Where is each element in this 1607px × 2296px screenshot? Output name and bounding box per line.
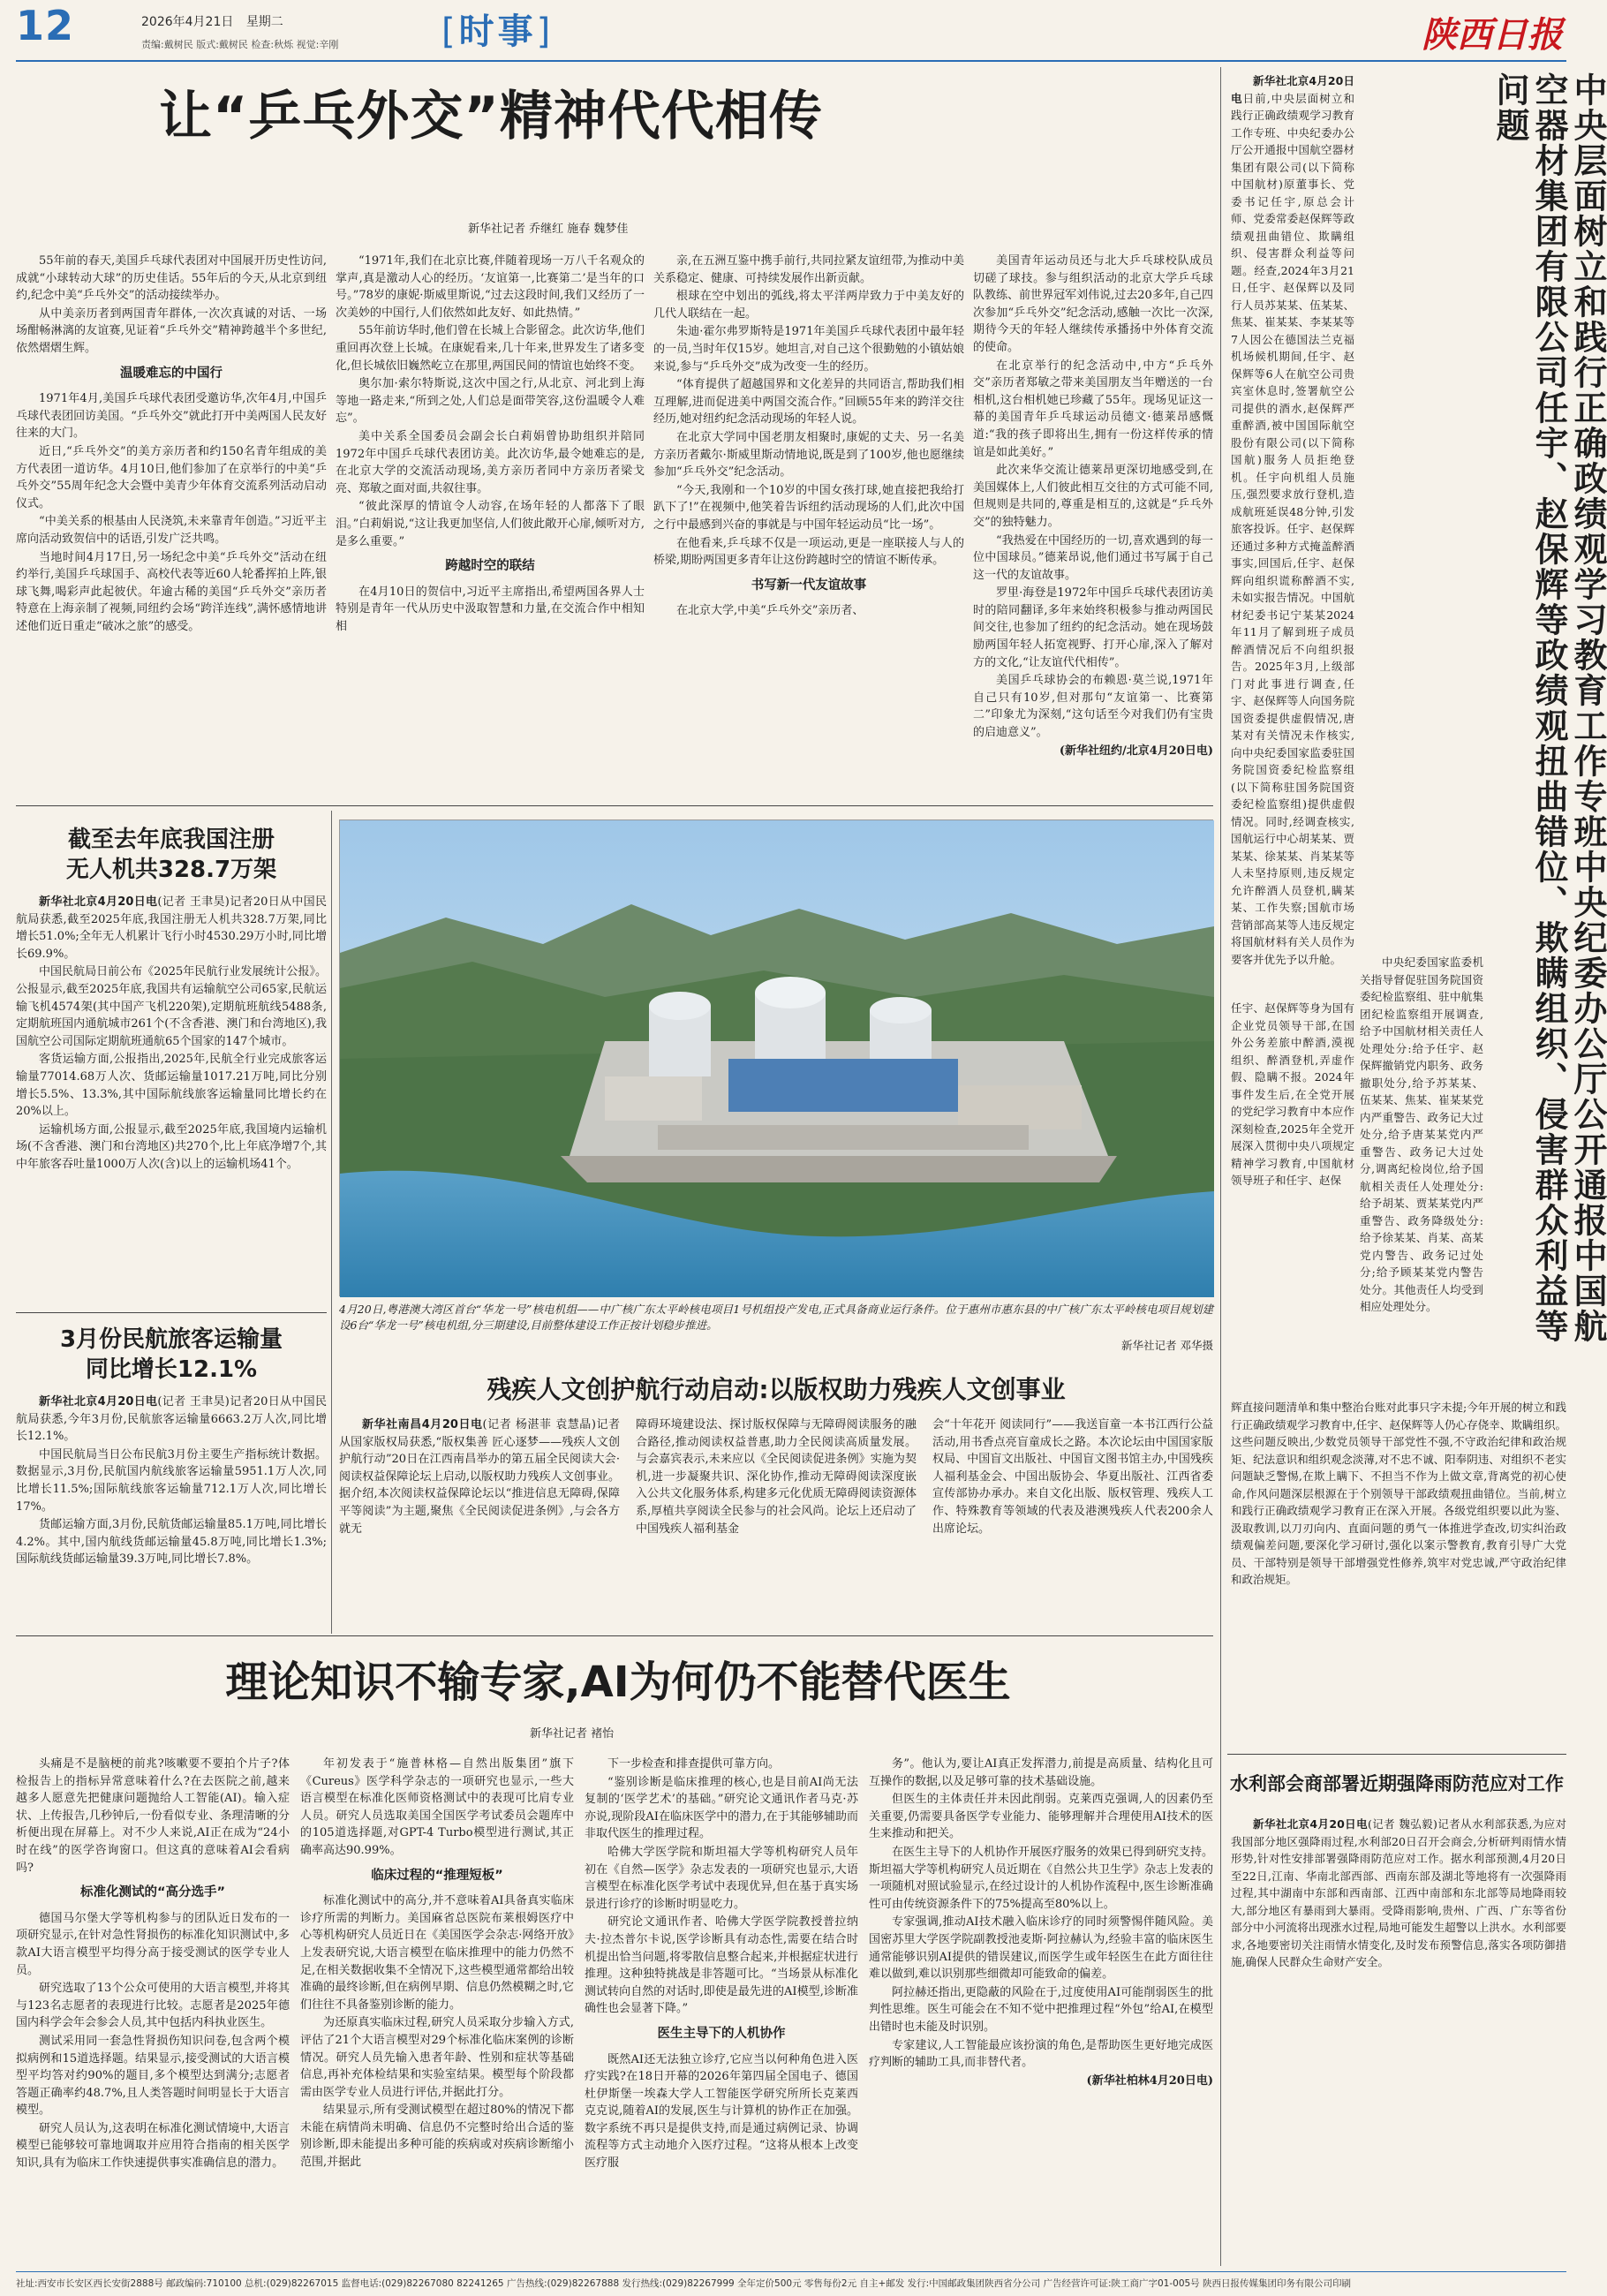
- ai-headline: 理论知识不输专家,AI为何仍不能替代医生: [225, 1658, 1011, 1707]
- march-lead: (记者 王聿昊)记者20日从中国民航局获悉,今年3月份,民航旅客运输量6663.2万人次,同比增长12.1%。: [16, 1395, 327, 1444]
- disabled-dateline: 新华社南昌4月20日电: [362, 1418, 483, 1431]
- ai-paragraph: 既然AI还无法独立诊疗,它应当以何种角色进入医疗实践?在18日开幕的2026年第四届全国电子、德国杜伊斯堡一埃森大学人工智能医学研究所所长克莱西克克说,随着AI的发展,医生与计算机的协作正在加强。数字系统不再只是提供支持,而是通过病例记录、协调流程等方式主动地介入医疗过程。“这将从根本上改变医疗服: [585, 2052, 858, 2171]
- ai-paragraph: 德国马尔堡大学等机构参与的团队近日发布的一项研究显示,在针对急性肾损伤的标准化知识测试中,多款AI大语言模型平均得分高于接受测试的医学专业人员。: [16, 1911, 290, 1977]
- central-col-b: [1360, 954, 1483, 1395]
- drones-paragraph: 客货运输方面,公报指出,2025年,民航全行业完成旅客运输量77014.68万人次、货邮运输量1017.21万吨,同比分别增长5.5%、13.3%,其中国际航线旅客运输量同比增长约在20%以上。: [16, 1053, 327, 1119]
- pingpong-paragraph: 朱迪·霍尔弗罗斯特是1971年美国乒乓球代表团中最年轻的一员,当时年仅15岁。她坦言,对自己这个很勤勉的小镇姑娘来说,参与“乒乓外交”成为改变一生的经历。: [653, 325, 964, 374]
- pingpong-paragraph: 在北京大学,中美“乒乓外交”亲历者、: [676, 604, 864, 618]
- ai-byline: 新华社记者 褚怡: [530, 1727, 615, 1741]
- flood-body-text: (记者 魏弘毅)记者从水利部获悉,为应对我国部分地区强降雨过程,水利部20日召开会商会,分析研判雨情水情形势,针对性安排部署强降雨防范应对工作。据水利部预测,4月20日至22日,江南、华南北部西部、西南东部及湖北等地将有一次强降雨过程,其中湖南中东部和西南部、江西中南部和东北部等局地降雨较大,部分地区有暴雨到大暴雨。受降雨影响,贵州、广西、广东等省份部分中小河流将出现涨水过程,局地可能发生超警以上洪水。水利部要求,各地要密切关注雨情水情变化,及时发布预警信息,落实各项防御措施,确保人民群众生命财产安全。: [1231, 1817, 1567, 1968]
- pingpong-paragraph: “我热爱在中国经历的一切,喜欢遇到的每一位中国球员。”德莱昂说,他们通过书写属于自己这一代的友谊故事。: [973, 533, 1213, 582]
- flood-headline: 水利部会商部署近期强降雨防范应对工作: [1230, 1773, 1564, 1794]
- ai-subhead-1: 标准化测试的“高分选手”: [79, 1885, 226, 1900]
- central-wide-text-body: 辉直接问题清单和集中整治台账对此事只字未提;今年开展的树立和践行正确政绩观学习教育中,任宇、赵保辉等人仍心存侥幸、欺瞒组织。这些问题反映出,少数党员领导干部党性不强,不守政治纪律和政治规矩、纪法意识和组织观念淡薄,对不忠不诚、阳奉阴违、对组织不老实问题缺乏警惕,在欺上瞒下、不担当不作为上做文章,背离党的初心使命,作风问题深层根源在于个别领导干部政绩观扭曲错位。当前,树立和践行正确政绩观学习教育正在深入开展。各级党组织要以此为鉴、汲取教训,以刀刃向内、直面问题的勇气一体推进学查改,切实纠治政绩观偏差问题,要深化学习研讨,强化以案示警教育,教育引导广大党员、干部特别是领导干部增强党性修养,筑牢对党忠诚,严守政治纪律和政治规矩。: [1231, 1401, 1566, 1586]
- march-headline-line-2: 同比增长12.1%: [85, 1356, 258, 1383]
- pingpong-headline: 让“乒乓外交”精神代代相传: [159, 86, 823, 147]
- pingpong-paragraph: 此次来华交流让德莱昂更深切地感受到,在美国媒体上,人们彼此相互交往的方式可能不同,但规则是共同的,尊重是相互的,这就是“乒乓外交”的独特魅力。: [973, 464, 1213, 529]
- bracket-right-icon: ]: [536, 11, 555, 52]
- photo-credit: 新华社记者 邓华摄: [1121, 1339, 1213, 1352]
- march-dateline: 新华社北京4月20日电: [39, 1395, 158, 1409]
- ai-subhead-3: 医生主导下的人机协作: [657, 2026, 786, 2041]
- central-headline-text: 中央层面树立和践行正确政绩观学习教育工作专班中央纪委办公厅公开通报中国航空器材集团有限公司任宇、赵保辉等政绩观扭曲错位、欺瞒组织、侵害群众利益等问题: [1490, 72, 1607, 1344]
- date-text: 2026年4月21日: [141, 15, 234, 29]
- march-headline-line-1: 3月份民航旅客运输量: [59, 1326, 283, 1353]
- central-wide-text: [1231, 1399, 1566, 1745]
- pingpong-paragraph: 在4月10日的贺信中,习近平主席指出,希望两国各界人士特别是青年一代从历史中汲取智慧和力量,在交流合作中相知相: [336, 585, 645, 633]
- ai-col-3: [585, 1756, 858, 2266]
- central-col-a2: [1231, 1000, 1354, 1388]
- ai-paragraph: “鉴别诊断是临床推理的核心,也是目前AI尚无法复制的‘医学艺术’的基础。”研究论文通讯作者马克·苏亦说,现阶段AI在临床医学中的潜力,在于其能够辅助而非取代医生的推理过程。: [585, 1775, 858, 1841]
- ai-col-4: [869, 1756, 1213, 2266]
- central-headline: [1490, 72, 1607, 1362]
- pingpong-paragraph: 在他看来,乒乓球不仅是一项运动,更是一座联接人与人的桥梁,期盼两国更多青年让这份跨越时空的情谊不断传承。: [653, 536, 964, 568]
- section-label: [441, 4, 554, 54]
- ai-paragraph: 在医生主导下的人机协作开展医疗服务的效果已得到研究支持。斯坦福大学等机构研究人员近期在《自然公共卫生学》杂志上发表的一项随机对照试验显示,在经过设计的人机协作流程中,医生诊断准确性可由传统资源条件下的75%提高至80%以上。: [869, 1845, 1214, 1911]
- footer-rule: [16, 2271, 1566, 2272]
- ai-paragraph: 年初发表于“施普林格—自然出版集团”旗下《Cureus》医学科学杂志的一项研究也显示,一些大语言模型在标准化医师资格测试中的表现可比肩专业人员。研究人员选取美国全国医学考试委员会题库中的105道选择题,对GPT-4 Turbo模型进行测试,其正确率高达90.99%。: [300, 1757, 574, 1857]
- ai-paragraph: 测试采用同一套急性肾损伤知识问卷,包含两个模拟病例和15道选择题。结果显示,接受测试的大语言模型平均答对约90%的题目,多个模型达到满分;志愿者答题正确率约48.7%,且人类答题时间明显长于大语言模型。: [16, 2034, 290, 2118]
- pingpong-paragraph: 从中美亲历者到两国青年群体,一次次真诚的对话、一场场酣畅淋漓的友谊赛,见证着“乒乓外交”精神跨越半个多世纪,依然熠熠生辉。: [16, 306, 327, 355]
- ai-paragraph: 头痛是不是脑梗的前兆?咳嗽要不要拍个片子?体检报告上的指标异常意味着什么?在去医院之前,越来越多人愿意先把健康问题抛给人工智能(AI)。输入症状、上传报告,几秒钟后,一份看似专业、条理清晰的分析便出现在屏幕上。对不少人来说,AI正在成为“24小时在线”的医学咨询窗口。但这真的意味着AI会看病吗?: [16, 1757, 290, 1875]
- central-col-a-text: 日前,中央层面树立和践行正确政绩观学习教育工作专班、中央纪委办公厅公开通报中国航空器材集团有限公司(以下简称中国航材)原董事长、党委书记任宇,原总会计师、党委常委赵保辉等政绩观扭曲错位、欺瞒组织、侵害群众利益等问题。经查,2024年3月21日,任宇、赵保辉以及同行人员苏某某、伍某某、焦某、崔某某、李某某等7人因公在德国法兰克福机场候机期间,任宇、赵保辉等6人在航空公司贵宾室休息时,签署航空公司提供的酒水,赵保辉严重醉酒,被中国国际航空股份有限公司(以下简称国航)服务人员拒绝登机。任宇向机组人员施压,强烈要求放行登机,造成航班延误48分钟,引发旅客投诉。任宇、赵保辉还通过多种方式掩盖醉酒事实,回国后,任宇、赵保辉向组织谎称醉酒不实,未如实报告情况。中国航材纪委书记宁某某2024年11月了解到班子成员醉酒情况后不向组织报告。2025年3月,上级部门对此事进行调查,任宇、赵保辉等人向国务院国资委提供虚假情况,唐某对有关情况未作核实,向中央纪委国家监委驻国务院国资委纪检监察组(以下简称驻国务院国资委纪检监察组)提供虚假情况。同时,经调查核实,国航运行中心胡某某、贾某某、徐某某、肖某某等人未坚持原则,违反规定允许醉酒人员登机,瞒某某、工作失察;国航市场营销部高某等人违反规定将国航材料有关人员作为要客并优先予以升舱。: [1231, 91, 1354, 966]
- drones-lead: (记者 王聿昊)记者20日从中国民航局获悉,截至2025年底,我国注册无人机共328.7万架,同比增长51.0%;全年无人机累计飞行小时4530.29万小时,同比增长69.9%。: [16, 895, 327, 961]
- pingpong-paragraph: 美国乒乓球协会的布赖恩·莫兰说,1971年自己只有10岁,但对那句“友谊第一、比赛第二”印象尤为深刻,“这句话至今对我们仍有宝贵的启迪意义”。: [973, 674, 1213, 740]
- ai-paragraph: 研究论文通讯作者、哈佛大学医学院教授普拉纳夫·拉杰普尔卡说,医学诊断具有动态性,需要在结合时机提出恰当问题,将零散信息整合起来,并根据症状进行推理。这种独特挑战是非答题可比。“当场景从标准化测试转向自然的对话时,即使是最先进的AI模型,诊断准确性也会显著下降。”: [585, 1915, 858, 2016]
- pingpong-paragraph: 亲,在五洲互鉴中携手前行,共同拉紧友谊纽带,为推动中美关系稳定、健康、可持续发展作出新贡献。: [653, 254, 964, 285]
- section-name: 时事: [458, 11, 537, 52]
- disabled-headline: 残疾人文创护航行动启动:以版权助力残疾人文创事业: [487, 1375, 1066, 1404]
- bracket-left-icon: [: [441, 11, 459, 52]
- rule-left-column: [331, 811, 332, 1634]
- ai-paragraph: 结果显示,所有受测试模型在超过80%的情况下都未能在病情尚未明确、信息仍不完整时给出合适的鉴别诊断,即未能提出多种可能的疾病或对疾病诊断缩小范围,并据此: [300, 2103, 574, 2170]
- flood-dateline: 新华社北京4月20日电: [1253, 1817, 1368, 1831]
- pingpong-paragraph: 55年前的春天,美国乒乓球代表团对中国展开历史性访问,成就“小球转动大球”的历史佳话。55年后的今天,从北京到纽约,纪念中美“乒乓外交”的活动接续举办。: [16, 254, 327, 303]
- disabled-col-2: [636, 1416, 917, 1621]
- rule-right-mid: [1227, 1754, 1566, 1755]
- disabled-col-3: [932, 1416, 1213, 1621]
- ai-subhead-2: 临床过程的“推理短板”: [371, 1868, 503, 1883]
- ai-col-2: [300, 1756, 574, 2266]
- pingpong-subhead-1: 温暖难忘的中国行: [120, 366, 223, 381]
- ai-paragraph: 标准化测试中的高分,并不意味着AI具备真实临床诊疗所需的判断力。美国麻省总医院布莱根姆医疗中心等机构研究人员近日在《美国医学会杂志·网络开放》上发表研究说,大语言模型在临床推理中的能力仍然不足,在相关数据收集不全情况下,这些模型通常都给出较准确的最终诊断,但在病例早期、信息仍然模糊之时,它们往往不具备鉴别诊断的能力。: [300, 1894, 574, 2012]
- march-headline: [16, 1325, 327, 1385]
- pingpong-paragraph: “1971年,我们在北京比赛,伴随着现场一万八千名观众的掌声,真是激动人心的经历。‘友谊第一,比赛第二’是当年的口号。”78岁的康妮·斯威里斯说,“过去这段时间,我们又经历了一次美妙的中国行,人们依然如此友好、如此热情。”: [336, 254, 645, 320]
- ai-paragraph: 为还原真实临床过程,研究人员采取分步输入方式,评估了21个大语言模型对29个标准化临床案例的诊断情况。研究人员先输入患者年龄、性别和症状等基础信息,再补充体检结果和实验室结果。模型每个阶段都需由医学专业人员进行评估,并据此打分。: [300, 2016, 574, 2099]
- disabled-col-1: [339, 1416, 620, 1621]
- march-paragraph: 中国民航局当日公布民航3月份主要生产指标统计数据。数据显示,3月份,民航国内航线旅客运输量5951.1万人次,同比增长11.5%;国际航线旅客运输量712.1万人次,同比增长17%。: [16, 1447, 327, 1514]
- drones-paragraph: 运输机场方面,公报显示,截至2025年底,我国境内运输机场(不含香港、澳门和台湾地区)共270个,比上年底净增7个,其中年旅客吞吐量1000万人次(含)以上的运输机场41个。: [16, 1122, 327, 1171]
- rule-pingpong-bottom: [16, 805, 1213, 806]
- nuclear-plant-photo: [339, 819, 1213, 1296]
- pingpong-paragraph: 在北京大学同中国老朋友相聚时,康妮的丈夫、另一名美方亲历者戴尔·斯威里斯动情地说,既是到了100岁,他也愿继续参加“乒乓外交”纪念活动。: [653, 430, 964, 480]
- pingpong-paragraph: 美国青年运动员还与北大乒乓球校队成员切磋了球技。参与组织活动的北京大学乒乓球队教练、前世界冠军刘伟说,过去20多年,自己四次参加“乒乓外交”纪念活动,感触一次比一次深,期待今天的年轻人继续传承播扬中外体育交流的使命。: [973, 254, 1213, 354]
- footer-info: 社址:西安市长安区西长安街2888号 邮政编码:710100 总机:(029)82267015 监督电话:(029)82267080 82241265 广告热线:(029)82267888 发行热线:(029)82267999 全年定价500元 零售每份2元 自主+邮发 发行:中国邮政集团陕西省分公司 广告经营许可证:陕工商广字01-005号 陕西日报传媒集团印务有限公司印刷: [16, 2278, 1352, 2289]
- flood-body: [1231, 1816, 1566, 2266]
- drones-headline: [16, 825, 327, 885]
- editor-credits: 责编:戴树民 版式:戴树民 检查:秋烁 视觉:辛刚: [141, 39, 339, 50]
- masthead-rule: [16, 60, 1566, 62]
- weekday-text: 星期二: [245, 15, 283, 29]
- pingpong-credit: (新华社纽约/北京4月20日电): [1059, 744, 1213, 758]
- central-col-a: [1231, 72, 1354, 996]
- ai-paragraph: 下一步检查和排查提供可靠方向。: [607, 1757, 781, 1771]
- ai-credit: (新华社柏林4月20日电): [1086, 2073, 1213, 2088]
- pingpong-col-4: [973, 253, 1213, 795]
- photo-caption: [339, 1302, 1213, 1333]
- pingpong-subhead-2: 跨越时空的联结: [445, 559, 535, 574]
- pingpong-paragraph: 1971年4月,美国乒乓球代表团受邀访华,次年4月,中国乒乓球代表团回访美国。“乒乓外交”就此打开中美两国人民友好往来的大门。: [16, 392, 327, 441]
- march-paragraph: 货邮运输方面,3月份,民航货邮运输量85.1万吨,同比增长4.2%。其中,国内航线货邮运输量45.8万吨,同比增长1.3%;国际航线货邮运输量39.3万吨,同比增长7.8%。: [16, 1518, 327, 1567]
- pingpong-subhead-3: 书写新一代友谊故事: [751, 578, 867, 593]
- ai-paragraph: 研究选取了13个公众可使用的大语言模型,并将其与123名志愿者的表现进行比较。志愿者是2025年德国内科学会年会参会人员,其中包括内科执业医生。: [16, 1982, 290, 2030]
- drones-dateline: 新华社北京4月20日电: [39, 895, 158, 909]
- drones-headline-line-2: 无人机共328.7万架: [65, 857, 277, 883]
- drones-headline-line-1: 截至去年底我国注册: [67, 827, 275, 853]
- rule-drones-bottom: [16, 1312, 327, 1313]
- pingpong-paragraph: 当地时间4月17日,另一场纪念中美“乒乓外交”活动在纽约举行,美国乒乓球国手、高校代表等近60人轮番挥拍上阵,银球飞舞,喝彩声此起彼伏。年逾古稀的美国“乒乓外交”亲历者特意在上海亲制了视频,同纽约会场“跨洋连线”,满怀感情地讲述他们近日重走“破冰之旅”的感受。: [16, 550, 327, 633]
- pingpong-paragraph: 在北京举行的纪念活动中,中方“乒乓外交”亲历者郑敏之带来美国朋友当年赠送的一台相机,这台相机她已珍藏了55年。现场见证这一幕的美国青年乒乓球运动员德文·德莱昂感慨道:“我的孩子即将出生,拥有一份这样传承的情谊是如此美好。”: [973, 359, 1213, 459]
- disabled-col-1-text: (记者 杨湛菲 袁慧晶)记者从国家版权局获悉,“版权集善 匠心逐梦——残疾人文创护航行动”20日在江西南昌举办的第五届全民阅读大会·阅读权益保障论坛上启动,以版权助力残疾人文创事业。据介绍,本次阅读权益保障论坛以“推进信息无障碍,保障平等阅读”为主题,聚焦《全民阅读促进条例》,与会各方就无: [339, 1418, 620, 1536]
- ai-paragraph: 务”。他认为,要让AI真正发挥潜力,前提是高质量、结构化且可互操作的数据,以及足够可靠的技术基础设施。: [869, 1757, 1213, 1788]
- pingpong-col-3: [653, 253, 964, 795]
- central-dateline: 新华社北京4月20日电: [1231, 74, 1354, 105]
- pingpong-paragraph: 根球在空中划出的弧线,将太平洋两岸致力于中美友好的几代人联结在一起。: [653, 290, 964, 321]
- pingpong-paragraph: “体育提供了超越国界和文化差异的共同语言,帮助我们相互理解,进而促进美中两国交流合作。”回顾55年来的跨洋交往经历,她对纽约纪念活动现场的年轻人说。: [653, 378, 964, 427]
- ai-paragraph: 专家强调,推动AI技术融入临床诊疗的同时须警惕伴随风险。美国密苏里大学医学院副教授池麦斯·阿拉赫认为,经验丰富的临床医生通常能够识别AI提供的错误建议,而医学生或年轻医生在此方面往往难以做到,难以识别那些细微却可能致命的偏差。: [869, 1915, 1213, 1982]
- photo-caption-text: 4月20日,粤港澳大湾区首台“华龙一号”核电机组——中广核广东太平岭核电项目1号机组投产发电,正式具备商业运行条件。位于惠州市惠东县的中广核广东太平岭核电项目规划建设6台“华龙一号”核电机组,分三期建设,目前整体建设工作正按计划稳步推进。: [339, 1303, 1213, 1332]
- ai-paragraph: 但医生的主体责任并未因此削弱。克莱西克强调,人的因素仍至关重要,仍需要具备医学专业能力、能够理解并合理使用AI技术的医生来推动和把关。: [869, 1793, 1213, 1841]
- pingpong-col-1: [16, 253, 327, 795]
- nuclear-plant-image: [340, 820, 1214, 1297]
- central-col-c-text: 任宇、赵保辉等身为国有企业党员领导干部,在国外公务差旅中醉酒,漠视组织、醉酒登机,弄虚作假、隐瞒不报。2024年事件发生后,在全党开展的党纪学习教育中本应作深刻检查,2025年全党开展深入贯彻中央八项规定精神学习教育,中国航材领导班子和任宇、赵保: [1231, 1001, 1354, 1187]
- ai-paragraph: 研究人员认为,这表明在标准化测试情境中,大语言模型已能够较可靠地调取并应用符合指南的相关医学知识,具有为临床工作快速提供事实准确信息的潜力。: [16, 2121, 290, 2171]
- page-number: 12: [16, 2, 75, 49]
- pingpong-col-2: [336, 253, 645, 795]
- pingpong-paragraph: “中美关系的根基由人民浇筑,未来靠青年创造。”习近平主席向活动致贺信中的话语,引发广泛共鸣。: [16, 515, 327, 546]
- central-col-b-text: 中央纪委国家监委机关指导督促驻国务院国资委纪检监察组、驻中航集团纪检监察组开展调查,给予中国航材相关责任人处理处分:给予任宇、赵保辉撤销党内职务、政务撤职处分,给予苏某某、伍某某、焦某、崔某某党内严重警告、政务记大过处分,给予唐某某党内严重警告、政务记大过处分,调离纪检岗位,给予国航相关责任人处理处分:给予胡某、贾某某党内严重警告、政务降级处分:给予徐某某、肖某、高某党内警告、政务记过处分;给予顾某某党内警告处分。其他责任人均受到相应处理处分。: [1360, 955, 1483, 1313]
- paper-logo: 陕西日报: [1422, 14, 1563, 56]
- issue-date: [141, 12, 283, 30]
- pingpong-paragraph: 奥尔加·索尔特斯说,这次中国之行,从北京、河北到上海等地一路走来,“所到之处,人们总是面带笑容,这份温暖令人难忘”。: [336, 377, 645, 426]
- disabled-col-2-text: 障碍环境建设法、探讨版权保障与无障碍阅读服务的融合路径,推动阅读权益普惠,助力全民阅读高质量发展。与会嘉宾表示,未来应以《全民阅读促进条例》实施为契机,进一步凝聚共识、深化协作,推动无障碍阅读深度嵌入公共文化服务体系,构建多元化优质无障碍阅读资源体系,厚植共享阅读全民参与的社会风尚。论坛上还启动了中国残疾人福利基金: [636, 1418, 917, 1536]
- pingpong-paragraph: 近日,“乒乓外交”的美方亲历者和约150名青年组成的美方代表团一道访华。4月10日,他们参加了在京举行的中美“乒乓外交”55周年纪念大会暨中美青少年体育交流系列活动启动仪式。: [16, 444, 327, 510]
- ai-paragraph: 哈佛大学医学院和斯坦福大学等机构研究人员年初在《自然—医学》杂志发表的一项研究也显示,大语言模型在标准化医学考试中表现优异,但在基于真实场景进行诊疗的诊断时明显吃力。: [585, 1845, 858, 1911]
- disabled-col-3-text: 会“十年花开 阅读同行”——我送盲童一本书江西行公益活动,用书香点亮盲童成长之路。本次论坛由中国国家版权局、中国盲文出版社、中国盲文图书馆主办,中国残疾人福利基金会、中国出版协会、华夏出版社、江西省委宣传部协办承办。来自文化出版、版权管理、残疾人工作、特殊教育等领域的代表及港澳残疾人代表200余人出席论坛。: [932, 1418, 1213, 1536]
- pingpong-paragraph: 美中关系全国委员会副会长白莉娟曾协助组织并陪同1972年中国乒乓球代表团访美。此次访华,最令她难忘的是,在北京大学的交流活动现场,美方亲历者同中方亲历者梁戈亮、郑敏之面对面,共叙往事。: [336, 429, 645, 495]
- ai-paragraph: 专家建议,人工智能最应该扮演的角色,是帮助医生更好地完成医疗判断的辅助工具,而非替代者。: [869, 2038, 1213, 2070]
- pingpong-paragraph: 55年前访华时,他们曾在长城上合影留念。此次访华,他们重回再次登上长城。在康妮看来,几十年来,世界发生了诸多变化,但长城依旧巍然屹立在那里,两国民间的情谊也始终不变。: [336, 324, 645, 373]
- rule-mid: [16, 1635, 1213, 1636]
- ai-paragraph: 阿拉赫还指出,更隐蔽的风险在于,过度使用AI可能削弱医生的批判性思维。医生可能会在不知不觉中把推理过程“外包”给AI,在模型出错时也未能及时识别。: [869, 1985, 1213, 2034]
- drones-body: [16, 894, 327, 1309]
- rule-right-column: [1220, 67, 1221, 2266]
- pingpong-byline: 新华社记者 乔继红 施春 魏梦佳: [468, 223, 629, 236]
- ai-col-1: [16, 1756, 290, 2266]
- drones-paragraph: 中国民航局日前公布《2025年民航行业发展统计公报》。公报显示,截至2025年底,我国共有运输航空公司65家,民航运输飞机4574架(其中国产飞机220架),定期航班航线5488条,定期航班国内通航城市261个(不含香港、澳门和台湾地区),我国航空公司国际定期航班通航65个国家的147个城市。: [16, 965, 327, 1048]
- pingpong-paragraph: “彼此深厚的情谊令人动容,在场年轻的人都落下了眼泪。”白莉娟说,“这让我更加坚信,人们彼此敞开心扉,倾听对方,是多么重要。”: [336, 500, 645, 548]
- march-body: [16, 1393, 327, 1625]
- pingpong-paragraph: 罗里·海登是1972年中国乒乓球代表团访美时的陪同翻译,多年来始终积极参与推动两国民间交往,也参加了纽约的纪念活动。她在现场鼓励两国年轻人拓宽视野、打开心扉,深入了解对方的文化,“让友谊代代相传”。: [973, 586, 1213, 669]
- pingpong-paragraph: “今天,我刚和一个10岁的中国女孩打球,她直接把我给打趴下了!”在视频中,他笑着告诉纽约活动现场的人们,此次中国之行中最感到兴奋的事就是与中国年轻运动员“比一场”。: [653, 483, 964, 532]
